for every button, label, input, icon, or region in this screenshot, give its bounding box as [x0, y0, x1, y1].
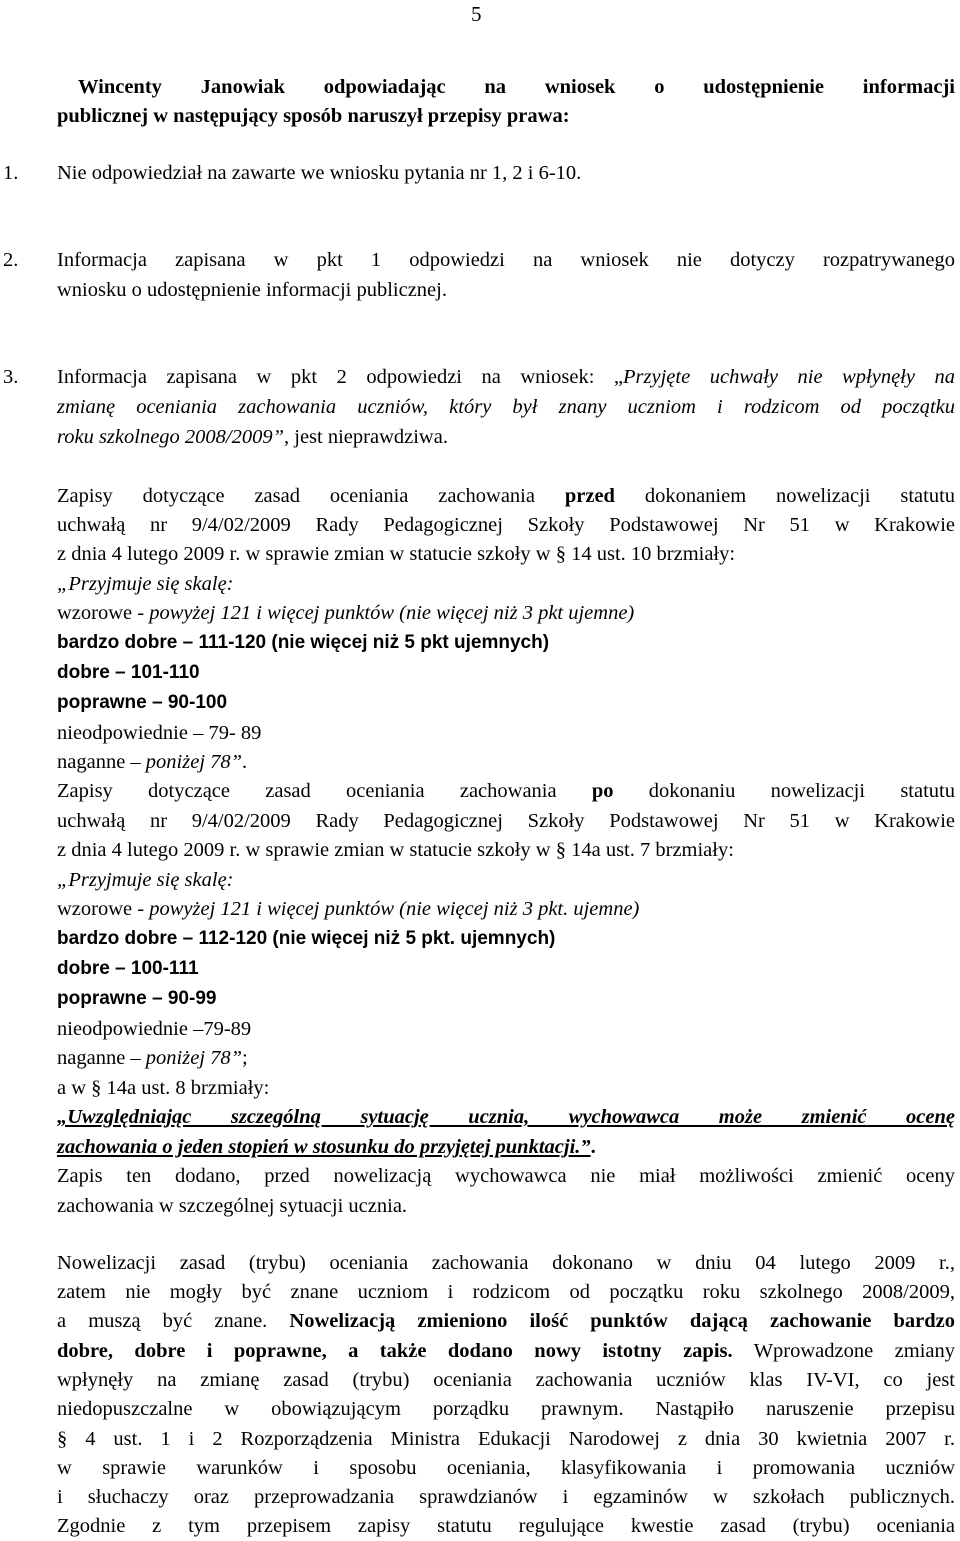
- before-grade-5: nieodpowiednie – 79- 89: [57, 722, 262, 744]
- after-note-line-1: Zapis ten dodano, przed nowelizacją wychowawca nie miał możliwości zmienić oceny: [57, 1165, 955, 1187]
- final-line-8: w sprawie warunków i sposobu oceniania, klasyfikowania i promowania uczniów: [57, 1457, 955, 1479]
- after-line-3: z dnia 4 lutego 2009 r. w sprawie zmian w statucie szkoły w § 14a ust. 7 brzmiały:: [57, 839, 734, 861]
- list-item-2-cont: wniosku o udostępnienie informacji publicznej.: [57, 279, 447, 301]
- final-line-10: Zgodnie z tym przepisem zapisy statutu regulujące kwestie zasad (trybu) oceniania: [57, 1515, 955, 1537]
- final-line-9: i słuchaczy oraz przeprowadzania sprawdzianów i egzaminów w szkołach publicznych.: [57, 1486, 955, 1508]
- list-item-3-cont-2: roku szkolnego 2008/2009”, jest nieprawdziwa.: [57, 426, 448, 448]
- after-quote-line-1: „Uwzględniając szczególną sytuację ucznia, wychowawca może zmienić ocenę: [57, 1106, 955, 1128]
- after-quote-line-2: zachowania o jeden stopień w stosunku do przyjętej punktacji.”.: [57, 1136, 596, 1158]
- final-line-1: Nowelizacji zasad (trybu) oceniania zachowania dokonano w dniu 04 lutego 2009 r.,: [57, 1252, 955, 1274]
- after-line-1: Zapisy dotyczące zasad oceniania zachowania po dokonaniu nowelizacji statutu: [57, 780, 955, 802]
- final-line-4: dobre, dobre i poprawne, a także dodano nowy istotny zapis. Wprowadzone zmiany: [57, 1340, 955, 1362]
- list-item-3-cont-1: zmianę oceniania zachowania uczniów, który był znany uczniom i rodzicom od początku: [57, 396, 955, 418]
- final-line-7: § 4 ust. 1 i 2 Rozporządzenia Ministra Edukacji Narodowej z dnia 30 kwietnia 2007 r.: [57, 1428, 955, 1450]
- page-number: 5: [471, 2, 482, 26]
- after-grade-3: dobre – 100-111: [57, 958, 199, 979]
- after-quote-open: „Przyjmuje się skalę:: [57, 869, 234, 891]
- after-line-2: uchwałą nr 9/4/02/2009 Rady Pedagogicznej Szkoły Podstawowej Nr 51 w Krakowie: [57, 810, 955, 832]
- after-note-line-2: zachowania w szczególnej sytuacji ucznia.: [57, 1195, 408, 1217]
- list-item-3: 3. Informacja zapisana w pkt 2 odpowiedzi na wniosek: „Przyjęte uchwały nie wpłynęły na: [0, 362, 955, 392]
- before-grade-6: naganne – poniżej 78”.: [57, 751, 248, 773]
- final-line-5: wpłynęły na zmianę zasad (trybu) oceniania zachowania uczniów klas IV-VI, co jest: [57, 1369, 955, 1391]
- before-line-2: uchwałą nr 9/4/02/2009 Rady Pedagogicznej Szkoły Podstawowej Nr 51 w Krakowie: [57, 514, 955, 536]
- before-line-3: z dnia 4 lutego 2009 r. w sprawie zmian w statucie szkoły w § 14 ust. 10 brzmiały:: [57, 543, 736, 565]
- after-grade-5: nieodpowiednie –79-89: [57, 1018, 252, 1040]
- final-line-3: a muszą być znane. Nowelizacją zmieniono ilość punktów dającą zachowanie bardzo: [57, 1310, 955, 1332]
- before-line-1: Zapisy dotyczące zasad oceniania zachowania przed dokonaniem nowelizacji statutu: [57, 485, 956, 507]
- before-grade-3: dobre – 101-110: [57, 662, 200, 683]
- after-grade-6: naganne – poniżej 78”;: [57, 1047, 248, 1069]
- list-number: 3.: [3, 366, 19, 388]
- after-grade-2: bardzo dobre – 112-120 (nie więcej niż 5 pkt. ujemnych): [57, 928, 556, 949]
- list-item-1: 1. Nie odpowiedział na zawarte we wniosku pytania nr 1, 2 i 6-10.: [0, 158, 955, 188]
- list-number: 2.: [3, 249, 19, 271]
- list-item-2: 2. Informacja zapisana w pkt 1 odpowiedzi na wniosek nie dotyczy rozpatrywanego: [0, 245, 955, 275]
- after-line-4: a w § 14a ust. 8 brzmiały:: [57, 1077, 270, 1099]
- list-number: 1.: [3, 162, 19, 184]
- final-line-2: zatem nie mogły być znane uczniom i rodzicom od początku roku szkolnego 2008/2009,: [57, 1281, 955, 1303]
- after-grade-4: poprawne – 90-99: [57, 988, 217, 1009]
- intro-line-1: Wincenty Janowiak odpowiadając na wniosek o udostępnienie informacji: [78, 76, 955, 98]
- before-grade-1: wzorowe - powyżej 121 i więcej punktów (nie więcej niż 3 pkt ujemne): [57, 602, 635, 624]
- before-grade-2: bardzo dobre – 111-120 (nie więcej niż 5 pkt ujemnych): [57, 632, 550, 653]
- final-line-6: niedopuszczalne w obowiązującym porządku prawnym. Nastąpiło naruszenie przepisu: [57, 1398, 955, 1420]
- before-quote-open: „Przyjmuje się skalę:: [57, 573, 234, 595]
- intro-line-2: publicznej w następujący sposób naruszył przepisy prawa:: [57, 105, 570, 127]
- before-grade-4: poprawne – 90-100: [57, 692, 228, 713]
- after-grade-1: wzorowe - powyżej 121 i więcej punktów (nie więcej niż 3 pkt. ujemne): [57, 898, 640, 920]
